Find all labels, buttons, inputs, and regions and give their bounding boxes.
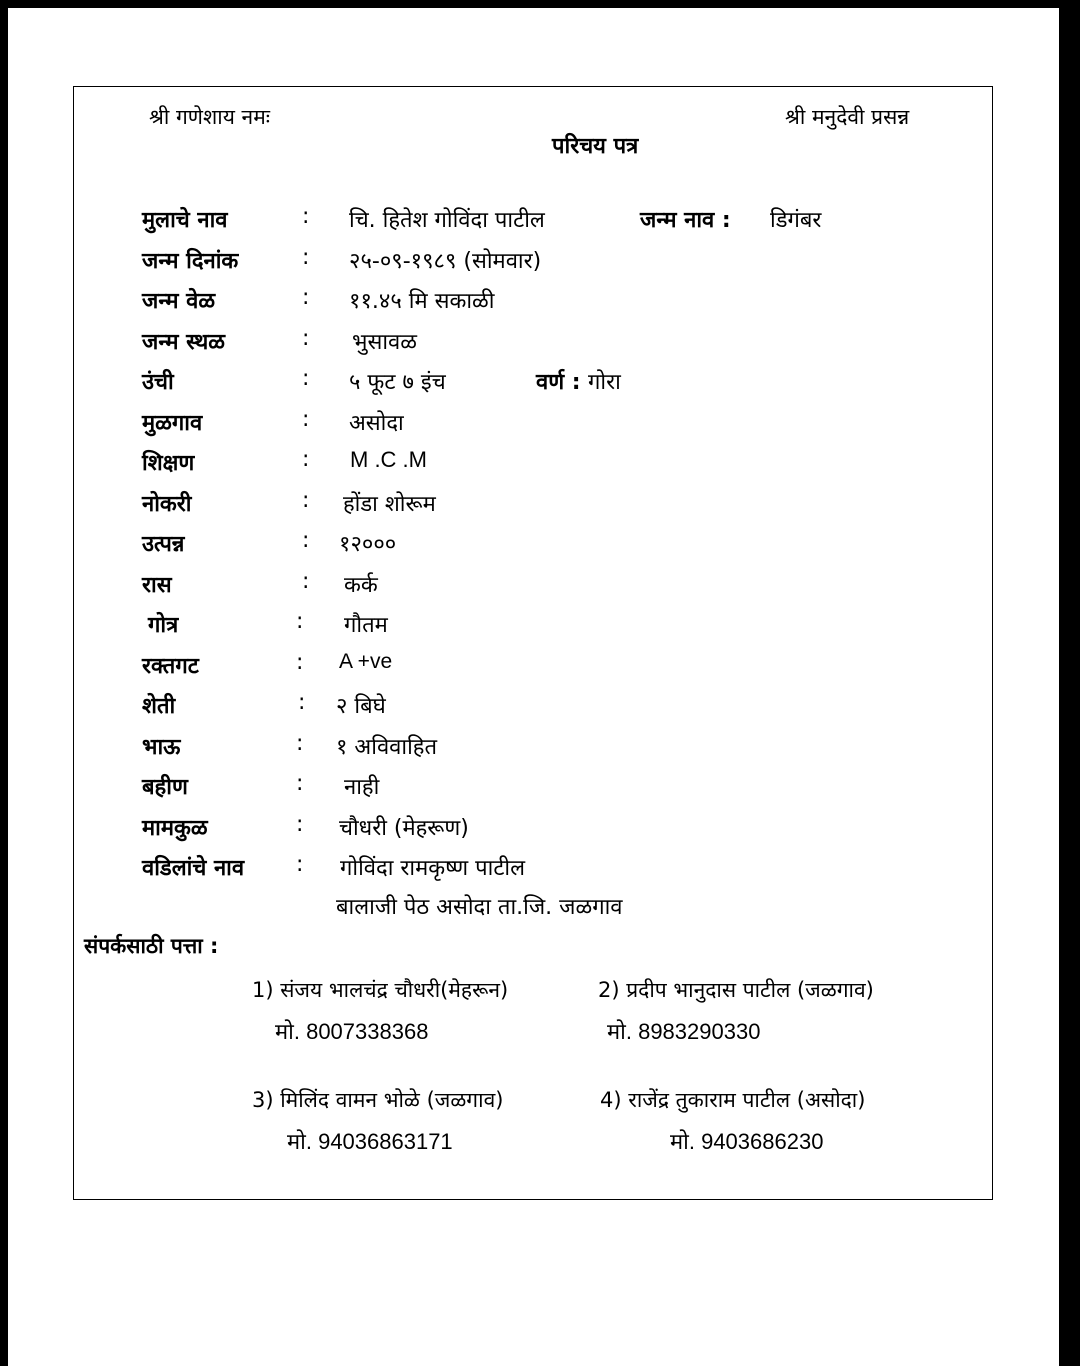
field-value: असोदा	[349, 411, 404, 436]
field-value: चौधरी (मेहरूण)	[339, 816, 469, 841]
field-colon: :	[302, 366, 310, 391]
field-value: ५ फूट ७ इंच	[349, 370, 446, 395]
field-value: १२०००	[339, 532, 397, 557]
field-row-sister	[74, 771, 992, 811]
field-label: रक्तगट	[142, 654, 199, 679]
contact-1-name: 1) संजय भालचंद्र चौधरी(मेहरून)	[252, 978, 509, 1002]
field-colon: :	[296, 731, 304, 756]
field-value: गौतम	[344, 613, 388, 638]
field-row-education	[74, 447, 992, 487]
contact-2-name: 2) प्रदीप भानुदास पाटील (जळगाव)	[598, 978, 874, 1002]
contact-2-phone: मो. 8983290330	[607, 1019, 761, 1044]
field-colon: :	[302, 204, 310, 229]
birth-name-value: डिगंबर	[770, 208, 822, 233]
field-row-farm	[74, 690, 992, 730]
field-label: वडिलांचे नाव	[142, 856, 245, 881]
field-value: गोविंदा रामकृष्ण पाटील	[340, 856, 526, 881]
field-colon: :	[302, 528, 310, 553]
field-label: गोत्र	[148, 613, 179, 638]
field-row-birth-time	[74, 285, 992, 325]
header-left-invocation: श्री गणेशाय नमः	[149, 105, 271, 129]
field-colon: :	[302, 569, 310, 594]
field-value: २ बिघे	[336, 694, 386, 719]
field-row-birth-place	[74, 326, 992, 366]
field-colon: :	[302, 488, 310, 513]
field-colon: :	[296, 771, 304, 796]
field-value: भुसावळ	[352, 330, 417, 355]
field-value: होंडा शोरूम	[343, 492, 436, 517]
field-value: १ अविवाहित	[336, 735, 438, 760]
field-value: M .C .M	[350, 447, 427, 472]
field-value: कर्क	[344, 573, 378, 598]
field-row-zodiac	[74, 569, 992, 609]
field-colon: :	[296, 609, 304, 634]
field-row-boy-name	[74, 204, 992, 244]
field-label: मामकुळ	[142, 816, 208, 841]
field-label: भाऊ	[142, 735, 181, 760]
header-right-invocation: श्री मनुदेवी प्रसन्न	[785, 105, 910, 129]
field-label: जन्म वेळ	[142, 289, 216, 314]
field-value: २५-०९-१९८९ (सोमवार)	[349, 249, 542, 274]
contact-3-name: 3) मिलिंद वामन भोळे (जळगाव)	[252, 1088, 504, 1112]
complexion-value: गोरा	[588, 370, 621, 395]
field-value: चि. हितेश गोविंदा पाटील	[349, 208, 545, 233]
document-title: परिचय पत्र	[552, 134, 639, 159]
field-row-maternal-family	[74, 812, 992, 852]
field-colon: :	[296, 812, 304, 837]
field-row-native-village	[74, 407, 992, 447]
field-label: नोकरी	[142, 492, 192, 517]
field-row-gotra	[74, 609, 992, 649]
field-label: शेती	[142, 694, 176, 719]
field-label: मुळगाव	[142, 411, 203, 436]
birth-name-label: जन्म नाव :	[640, 208, 731, 233]
field-label: बहीण	[142, 775, 188, 800]
field-label: शिक्षण	[142, 451, 195, 476]
contact-1-phone: मो. 8007338368	[275, 1019, 429, 1044]
address-line: बालाजी पेठ असोदा ता.जि. जळगाव	[336, 895, 623, 920]
field-colon: :	[302, 447, 310, 472]
complexion-label: वर्ण :	[536, 370, 581, 395]
biodata-frame	[73, 86, 993, 1200]
field-row-blood-group	[74, 650, 992, 690]
field-label: जन्म दिनांक	[142, 249, 239, 274]
field-colon: :	[302, 245, 310, 270]
field-colon: :	[298, 690, 306, 715]
field-colon: :	[296, 852, 304, 877]
contact-4-phone: मो. 9403686230	[670, 1129, 824, 1154]
document-page	[8, 8, 1059, 1366]
field-colon: :	[302, 407, 310, 432]
field-label: रास	[142, 573, 172, 598]
field-label: उत्पन्न	[142, 532, 185, 557]
field-row-income	[74, 528, 992, 568]
contact-heading: संपर्कसाठी पत्ता :	[84, 934, 219, 958]
field-value: A +ve	[339, 650, 393, 673]
field-label: मुलाचे नाव	[142, 208, 228, 233]
field-row-father-name	[74, 852, 992, 892]
contact-4-name: 4) राजेंद्र तुकाराम पाटील (असोदा)	[600, 1088, 866, 1112]
field-row-birth-date	[74, 245, 992, 285]
field-colon: :	[302, 285, 310, 310]
field-colon: :	[296, 650, 304, 675]
field-row-brother	[74, 731, 992, 771]
field-value: नाही	[344, 775, 380, 800]
field-row-job	[74, 488, 992, 528]
field-colon: :	[302, 326, 310, 351]
field-label: जन्म स्थळ	[142, 330, 226, 355]
field-value: ११.४५ मि सकाळी	[349, 289, 495, 314]
contact-3-phone: मो. 94036863171	[287, 1129, 453, 1154]
field-label: उंची	[142, 370, 174, 395]
field-row-height	[74, 366, 992, 406]
